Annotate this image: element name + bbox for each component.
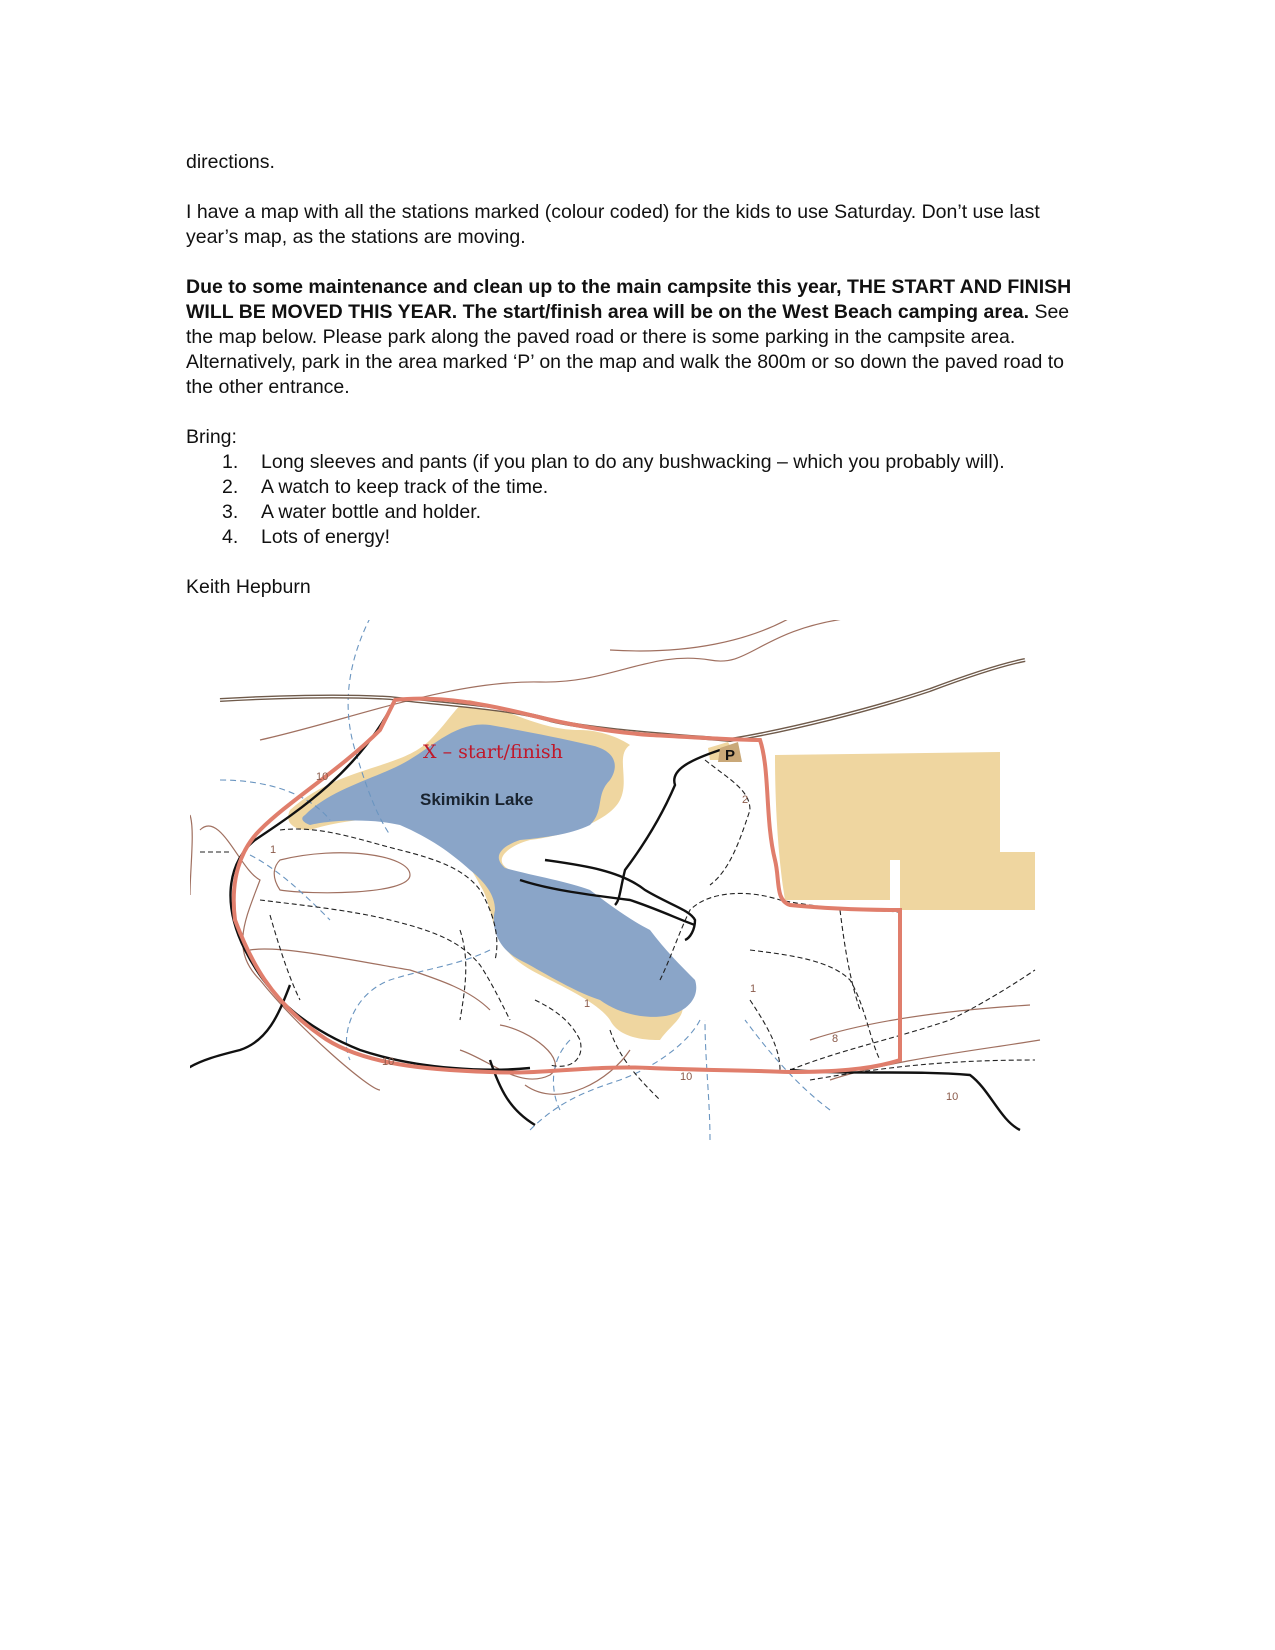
parking-label: P [725, 747, 736, 764]
paved-road [220, 660, 1025, 740]
bring-heading: Bring: [186, 426, 237, 448]
document-body [186, 150, 1086, 600]
lake-label: Skimikin Lake [420, 790, 534, 809]
trail-number: 1 [270, 844, 277, 856]
paragraph-map-note: I have a map with all the stations marked (colour coded) for the kids to use Saturday. Don’t use last year’s map, as the stations are moving. [186, 201, 1040, 248]
campsite-map [190, 620, 1080, 1180]
list-item: 4. Lots of energy! [222, 526, 390, 548]
bring-list [186, 450, 1086, 550]
start-finish-notice: Due to some maintenance and clean up to the main campsite this year, THE START AND FINISH WILL BE MOVED THIS YEAR. The start/finish area will be on the West Beach camping area. [186, 276, 1072, 323]
trail-number: 1 [750, 983, 757, 995]
list-item: 2. A watch to keep track of the time. [222, 476, 549, 498]
signature: Keith Hepburn [186, 576, 311, 598]
trail-number: 10 [382, 1056, 395, 1068]
trail-number: 2 [742, 794, 749, 806]
list-item: 3. A water bottle and holder. [222, 501, 482, 523]
trail-number: 1 [584, 998, 591, 1010]
trail-number: 10 [946, 1091, 959, 1103]
paragraph-start-finish [186, 275, 1086, 400]
trail-number: 10 [316, 771, 329, 783]
trail-number: 10 [680, 1071, 693, 1083]
skimikin-lake [302, 724, 696, 1016]
start-finish-label: X – start/finish [423, 741, 563, 763]
paragraph-directions: directions. [186, 151, 275, 173]
list-item: 1. Long sleeves and pants (if you plan to do any bushwacking – which you probably will). [222, 451, 1005, 473]
parking-instructions: See the map below. Please park along the paved road or there is some parking in the campsite area. Alternatively, park in the area marked ‘P’ on the map and walk the 800m or so down the paved road to the other entrance. [186, 301, 1070, 398]
trail-number: 8 [832, 1033, 839, 1045]
